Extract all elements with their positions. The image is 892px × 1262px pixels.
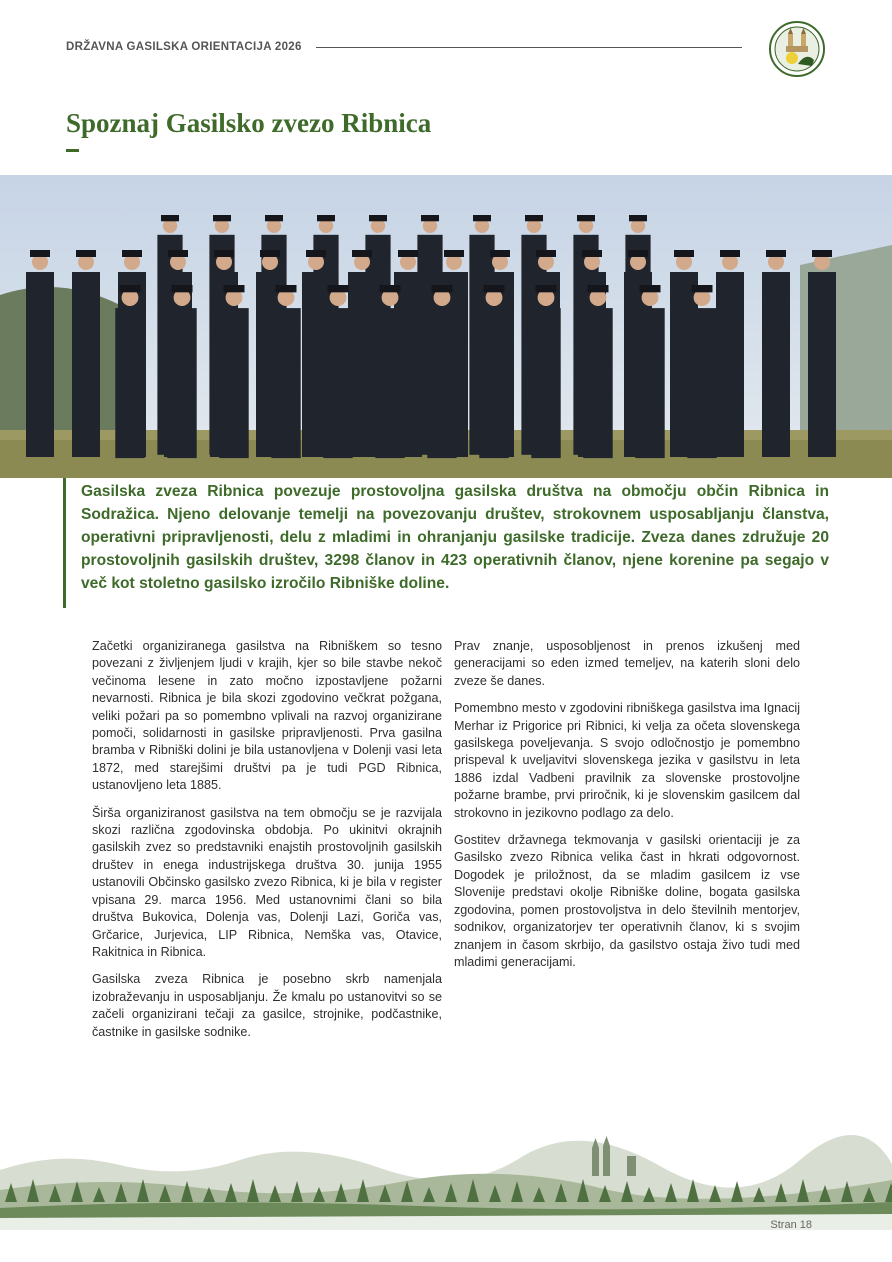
body-paragraph: Širša organiziranost gasilstva na tem območju se je razvijala skozi različna zgodovinska obdobja. Po ukinitvi okrajnih gasilskih zvez so predstavniki enajstih prostovoljnih gasilskih društev in enega industrijskega društva 30. junija 1955 ustanovili Občinsko gasilsko zvezo Ribnica, ki je bila v register vpisana 29. marca 1956. Med ustanovnimi člani so bila društva Bukovica, Dolenja vas, Dolenji Lazi, Goriča vas, Grčarice, Jurjevica, LIP Ribnica, Nemška vas, Otavice, Rakitnica in Ribnica. [92, 805, 442, 959]
lead-accent-bar [63, 478, 66, 608]
body-paragraph: Prav znanje, usposobljenost in prenos izkušenj med generacijami so eden izmed temeljev, na katerih sloni delo zveze še danes. [454, 639, 800, 688]
body-paragraph: Začetki organiziranega gasilstva na Ribniškem so tesno povezani z življenjem ljudi v krajih, kjer so bile stavbe nekoč večinoma lesene in zato močno izpostavljene požarni nevarnosti. Ribnica je bila skozi zgodovino večkrat požgana, veliki požari pa so pomembno vplivali na razvoj organizirane pomoči, solidarnosti in gasilske pripravljenosti. Prva gasilna bramba v Ribniški dolini je bila ustanovljena v Dolenji vasi leta 1872, med starejšimi društvi pa je tudi PGD Ribnica, ustanovljeno leta 1885. [92, 639, 442, 793]
header-divider [316, 47, 742, 48]
body-paragraph: Gasilska zveza Ribnica je posebno skrb namenjala izobraževanju in usposabljanju. Že kmalu po ustanovitvi so se začeli organizirani tečaji za gasilce, strojnike, podčastnike, častnike in gasilske sodnike. [92, 972, 442, 1039]
page-title: Spoznaj Gasilsko zvezo Ribnica [66, 108, 432, 138]
right-column [454, 638, 800, 981]
page-number: Stran 18 [770, 1219, 812, 1231]
left-column [92, 638, 442, 1051]
running-header: DRŽAVNA GASILSKA ORIENTACIJA 2026 [66, 41, 302, 53]
group-photo-firefighters [0, 175, 892, 478]
body-paragraph: Pomembno mesto v zgodovini ribniškega gasilstva ima Ignacij Merhar iz Prigorice pri Ribnici, ki velja za očeta slovenskega gasilskega poveljevanja. S svojo odločnostjo je pomembno prispeval k uveljavitvi slovenskega jezika v gasilstvu in leta 1886 izdal Vadbeni pravilnik za slovenske prostovoljne požarne brambe, prvi priročnik, ki je slovenskim gasilcem dal strokovno in jezikovno podlago za delo. [454, 701, 800, 820]
body-paragraph: Gostitev državnega tekmovanja v gasilski orientaciji je za Gasilsko zvezo Ribnica velika čast in hkrati odgovornost. Dogodek je priložnost, da se mladim gasilcem iz vse Slovenije predstavi okolje Ribniške doline, bogata gasilska zgodovina, pomen prostovoljstva in delo številnih mentorjev, sodnikov, organizatorjev ter operativnih članov, ki s svojim znanjem in časom skrbijo, da gasilstvo ostaja živo tudi med mladimi generacijami. [454, 833, 800, 969]
title-accent [66, 149, 79, 152]
lead-paragraph: Gasilska zveza Ribnica povezuje prostovoljna gasilska društva na območju občin Ribnica in Sodražica. Njeno delovanje temelji na povezovanju društev, strokovnem usposabljanju članstva, operativni pripravljenosti, delu z mladimi in ohranjanju gasilske tradicije. Zveza danes združuje 20 prostovoljnih gasilskih društev, 3298 članov in 423 operativnih članov, njene korenine pa segajo v več kot stoletno gasilsko izročilo Ribniške doline. [81, 483, 829, 592]
firefighter-club-logo-icon [768, 20, 826, 78]
forest-landscape-illustration [0, 1130, 892, 1230]
